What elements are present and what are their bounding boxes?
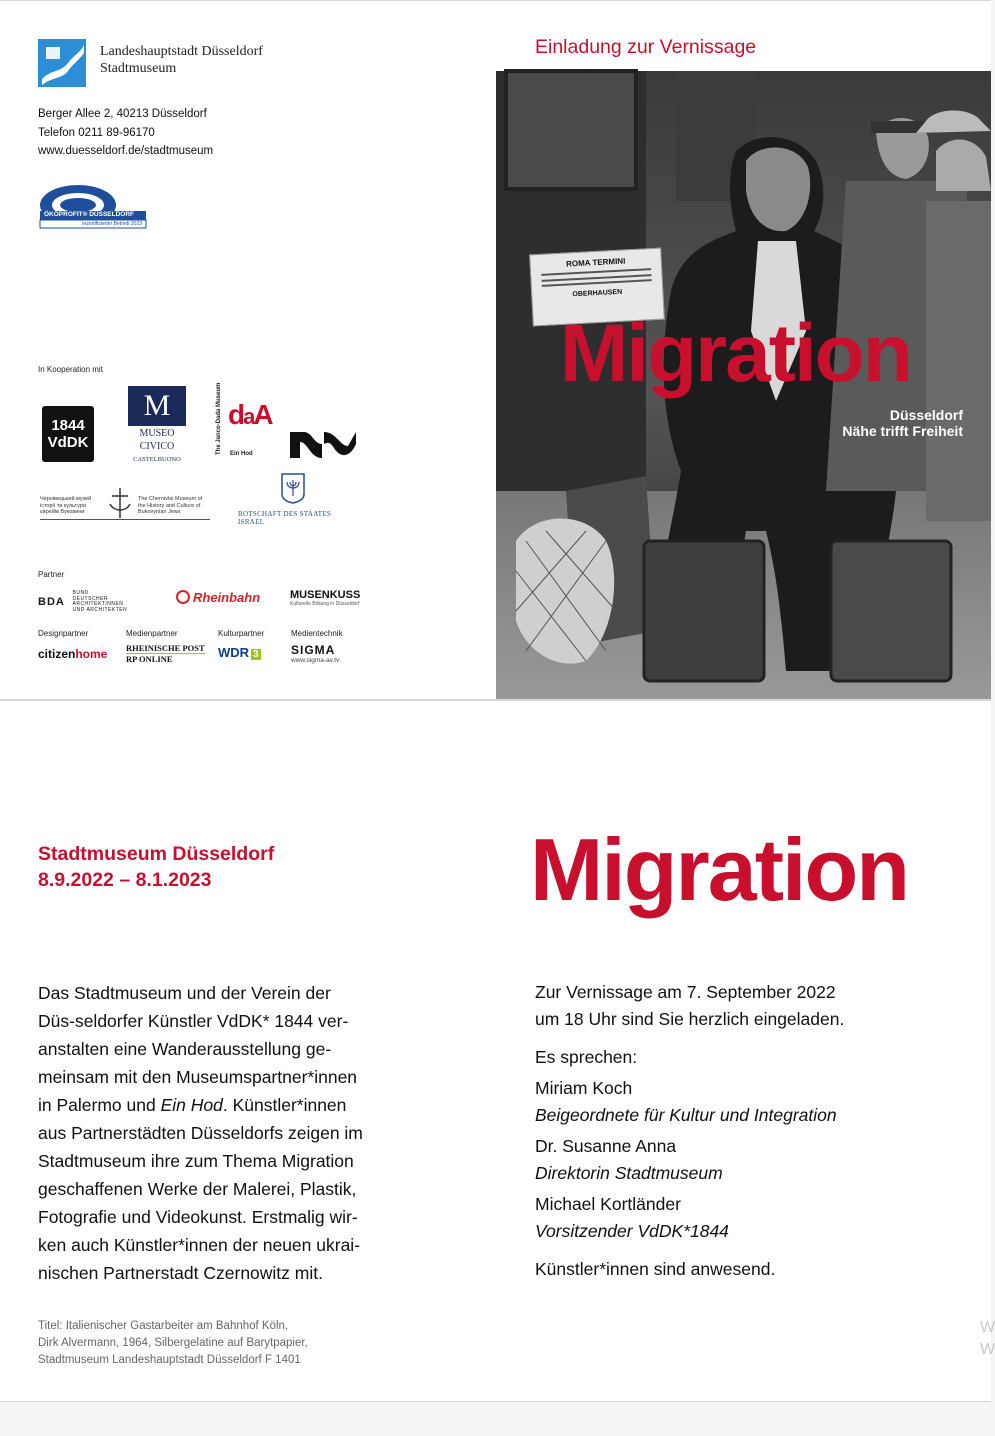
- bda-logo: [38, 591, 127, 613]
- vernissage-info: [535, 979, 955, 1283]
- janco-vertical-text: The Janco-Dada Museum: [216, 382, 222, 455]
- partner-label: Partner: [38, 570, 65, 579]
- speakers-label: Es sprechen:: [535, 1047, 638, 1067]
- museo-line-3: CASTELBUONO: [133, 455, 181, 463]
- org-line-city: Landeshauptstadt Düsseldorf: [100, 44, 263, 59]
- cover-title: Migration: [560, 308, 911, 399]
- oekoprofit-logo: [38, 183, 146, 229]
- speaker-name: Michael Kortländer: [535, 1194, 681, 1214]
- sign-roma-termini: ROMA TERMINI: [565, 256, 626, 269]
- musenkuss-subtitle: Kulturelle Bildung in Düsseldorf: [290, 601, 360, 607]
- exhibition-title: Migration: [530, 820, 908, 919]
- address-website[interactable]: www.duesseldorf.de/stadtmuseum: [38, 145, 214, 157]
- city-lion-logo: [38, 39, 86, 87]
- vernissage-time: um 18 Uhr sind Sie herzlich eingeladen.: [535, 1009, 845, 1029]
- vdk-logo: [42, 406, 94, 462]
- speaker-role: Vorsitzender VdDK*1844: [535, 1221, 729, 1241]
- rheinbahn-ring-icon: [176, 590, 190, 604]
- cover-subtitle: [842, 407, 963, 439]
- medientechnik-label: Medientechnik: [291, 629, 343, 638]
- venue-name: Stadtmuseum Düsseldorf: [38, 843, 275, 865]
- sigma-text: SIGMA: [291, 643, 336, 657]
- lion-icon: [38, 39, 86, 87]
- janco-dada-logo: The Janco-Dada Museum daA Ein Hod: [216, 382, 272, 457]
- israel-embassy-logo: [238, 475, 348, 526]
- address-block: [38, 105, 213, 161]
- rp-line-2: RP ONLINE: [126, 653, 205, 664]
- partner-wave-logo: [290, 426, 356, 460]
- vernissage-date: Zur Vernissage am 7. September 2022: [535, 982, 836, 1002]
- musenkuss-text: MUSENKUSS: [290, 589, 361, 601]
- exhibition-description: Das Stadtmuseum und der Verein der Düs-seldorfer Künstler VdDK* 1844 ver- anstalten eine Wanderausstellung ge- meinsam mit den Museumspartner*innen in Palermo und Ein Hod. Künstler*innen aus Partnerstädten Düsseldorfs zeigen im Stadtmuseum ihre zum Thema Migration geschaffenen Werke der Malerei, Plastik, Fotografie und Videokunst. Erstmalig wir- ken auch Künstler*innen der neuen ukrai- nischen Partnerstadt Czernowitz mit.: [38, 983, 363, 1283]
- designpartner-label: Designpartner: [38, 629, 89, 638]
- org-line-museum: Stadtmuseum: [100, 61, 177, 76]
- invitation-inner-panel: [0, 700, 995, 1402]
- medienpartner-label: Medienpartner: [126, 629, 178, 638]
- citizenhome-logo: citizenhome: [38, 647, 108, 661]
- chernivtsi-ukrainian-text: Чернівецький музей історії та культури єврейів Буковини: [40, 496, 92, 515]
- museo-civico-logo: [126, 389, 188, 461]
- bda-subtitle: BUND DEUTSCHER ARCHITEKTINNEN UND ARCHITEKTEN: [72, 590, 128, 613]
- cover-subtitle-city: Düsseldorf: [889, 407, 963, 423]
- speaker-name: Miriam Koch: [535, 1078, 633, 1098]
- org-name: [100, 43, 263, 77]
- cover-subtitle-slogan: Nähe trifft Freiheit: [842, 423, 963, 439]
- museo-line-1: MUSEO: [139, 427, 175, 439]
- vdk-year: 1844: [51, 417, 85, 434]
- venue-dates: [38, 841, 274, 893]
- oekoprofit-name: ÖKOPROFIT® DÜSSELDORF: [44, 211, 135, 218]
- chernivtsi-museum-logo: [40, 486, 210, 520]
- artists-present-note: Künstler*innen sind anwesend.: [535, 1259, 776, 1279]
- menorah-emblem-icon: [280, 472, 306, 504]
- museo-line-2: CIVICO: [139, 440, 175, 452]
- wdr3-logo: WDR 3: [218, 645, 259, 660]
- oekoprofit-sub: rezertifizierter Betrieb 2023: [82, 221, 143, 227]
- rheinbahn-logo: [176, 590, 260, 605]
- rheinbahn-text: Rheinbahn: [193, 590, 261, 605]
- israel-embassy-text: BOTSCHAFT DES STAATES ISRAEL: [238, 510, 332, 526]
- exhibition-dates: 8.9.2022 – 8.1.2023: [38, 869, 212, 891]
- wave-mark-icon: [290, 426, 356, 460]
- speaker-role: Beigeordnete für Kultur und Integration: [535, 1105, 837, 1125]
- address-phone: Telefon 0211 89-96170: [38, 126, 155, 139]
- sign-oberhausen: OBERHAUSEN: [572, 288, 623, 299]
- chernivtsi-english-text: The Chernivtsi Museum of the History and Culture of Bukovynian Jews: [138, 496, 203, 515]
- sigma-url: www.sigma-av.tv: [291, 657, 340, 664]
- chernivtsi-emblem-icon: [106, 486, 134, 520]
- musenkuss-logo: [290, 589, 360, 607]
- sigma-logo: [291, 643, 339, 664]
- speaker-name: Dr. Susanne Anna: [535, 1136, 677, 1156]
- invitation-heading: Einladung zur Vernissage: [535, 36, 757, 58]
- cropped-edge-text: W W: [980, 1319, 995, 1358]
- photo-caption: Titel: Italienischer Gastarbeiter am Bahnhof Köln, Dirk Alvermann, 1964, Silbergelatine auf Barytpapier, Stadtmuseum Landeshauptstadt Düsseldorf F 1401: [38, 1320, 308, 1366]
- bda-letters: BDA: [38, 595, 65, 608]
- rp-line-1: RHEINISCHE POST: [126, 643, 205, 653]
- museo-m-icon: M: [128, 386, 186, 426]
- address-street: Berger Allee 2, 40213 Düsseldorf: [38, 108, 207, 120]
- kulturpartner-label: Kulturpartner: [218, 629, 265, 638]
- vdk-name: VdDK: [47, 434, 89, 451]
- janco-ein-hod: Ein Hod: [230, 451, 253, 457]
- rheinische-post-logo: [126, 643, 205, 664]
- invitation-cover-panel: [0, 0, 991, 700]
- speaker-role: Direktorin Stadtmuseum: [535, 1163, 723, 1183]
- cooperation-label: In Kooperation mit: [38, 365, 103, 374]
